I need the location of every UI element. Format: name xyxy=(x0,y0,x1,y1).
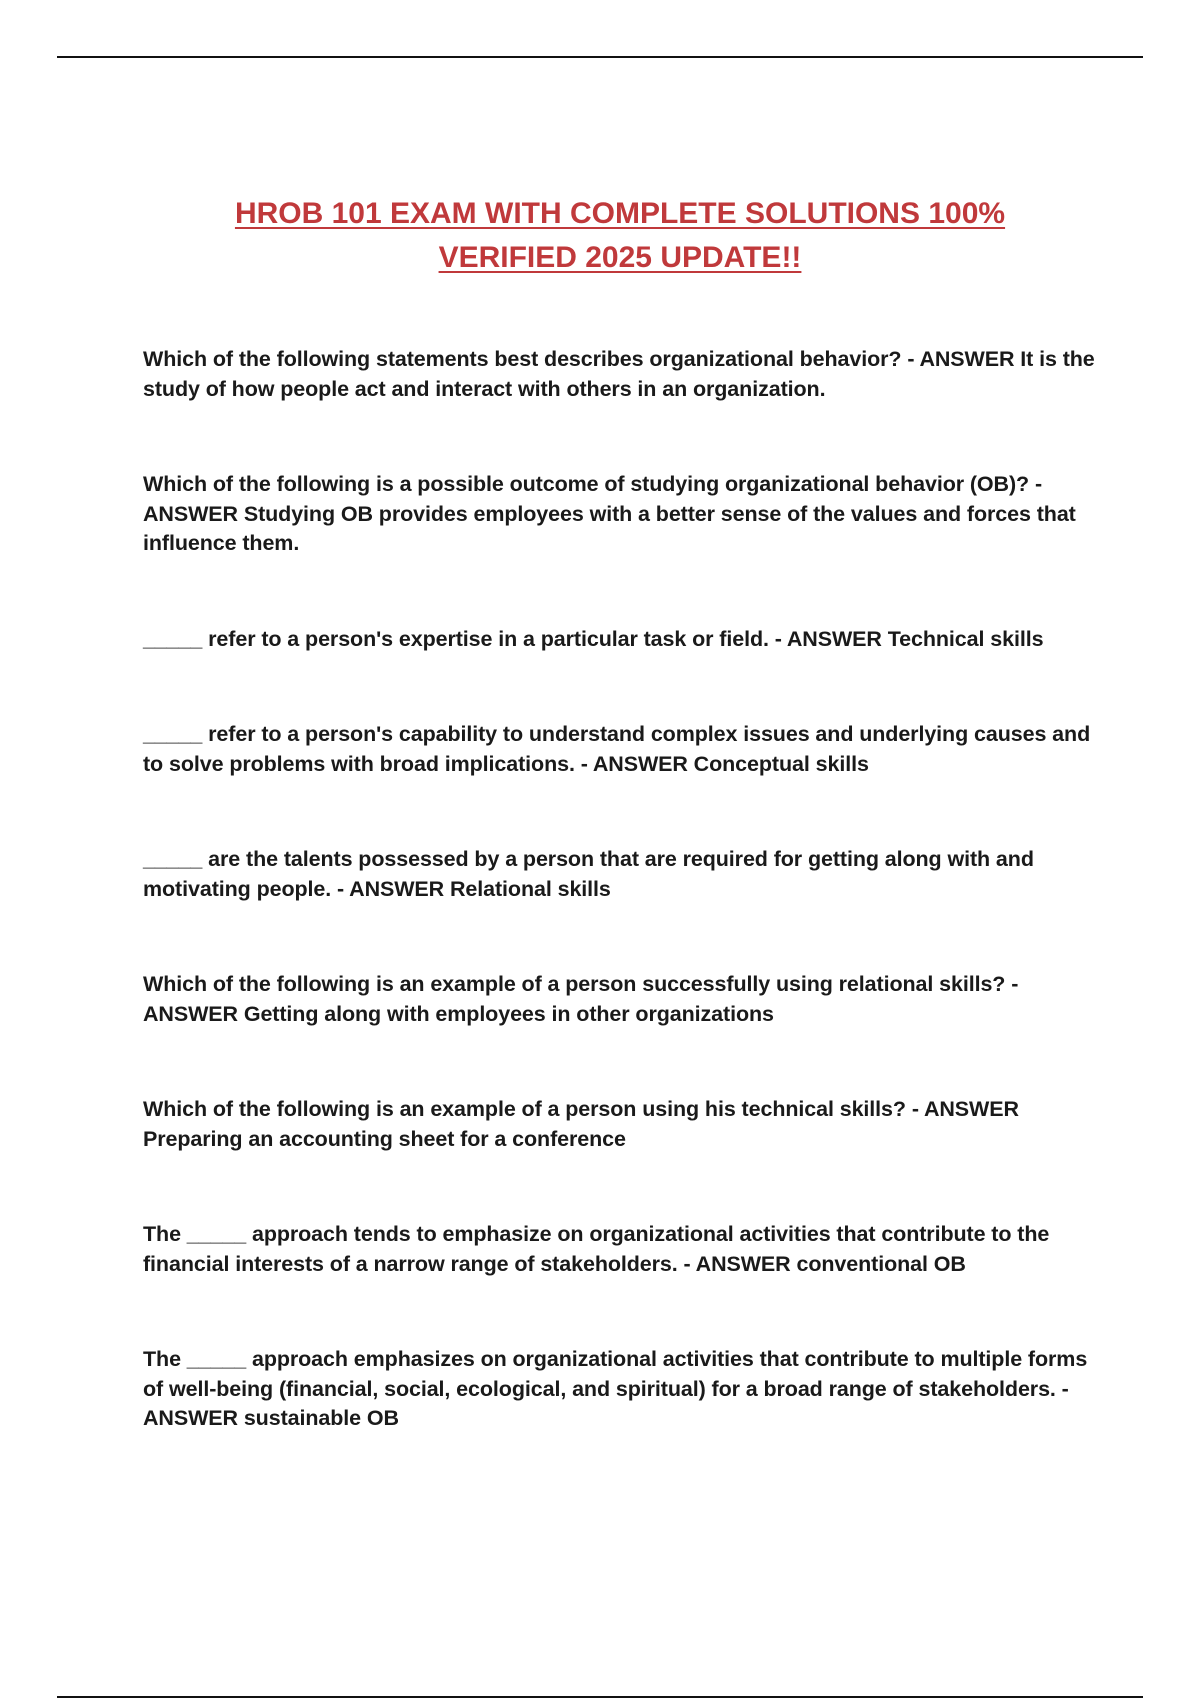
title-line-1: HROB 101 EXAM WITH COMPLETE SOLUTIONS 100% xyxy=(234,197,1006,230)
qa-item: The _____ approach tends to emphasize on organizational activities that contribute to the financial interests of a narrow range of stakeholders. - ANSWER conventional OB xyxy=(143,1222,1050,1276)
document-title xyxy=(130,192,1110,280)
qa-item: _____ refer to a person's expertise in a particular task or field. - ANSWER Technical skills xyxy=(143,626,1044,651)
qa-list xyxy=(143,345,1103,1500)
qa-item: Which of the following statements best describes organizational behavior? - ANSWER It is the study of how people act and interact with others in an organization. xyxy=(143,347,1095,401)
qa-item: _____ refer to a person's capability to understand complex issues and underlying causes and to solve problems with broad implications. - ANSWER Conceptual skills xyxy=(143,722,1091,776)
qa-item: Which of the following is an example of a person successfully using relational skills? - ANSWER Getting along with employees in other organizations xyxy=(143,972,1019,1026)
qa-item: Which of the following is a possible outcome of studying organizational behavior (OB)? - ANSWER Studying OB provides employees with a better sense of the values and forces that influence them. xyxy=(143,472,1076,555)
top-rule xyxy=(57,56,1143,58)
qa-item: Which of the following is an example of a person using his technical skills? - ANSWER Preparing an accounting sheet for a conference xyxy=(143,1097,1019,1151)
qa-item: The _____ approach emphasizes on organizational activities that contribute to multiple forms of well-being (financial, social, ecological, and spiritual) for a broad range of stakeholders. - ANSWER sustainable OB xyxy=(143,1347,1088,1430)
bottom-rule xyxy=(57,1696,1143,1698)
title-line-2: VERIFIED 2025 UPDATE!! xyxy=(438,241,802,274)
qa-item: _____ are the talents possessed by a person that are required for getting along with and motivating people. - ANSWER Relational skills xyxy=(143,847,1034,901)
